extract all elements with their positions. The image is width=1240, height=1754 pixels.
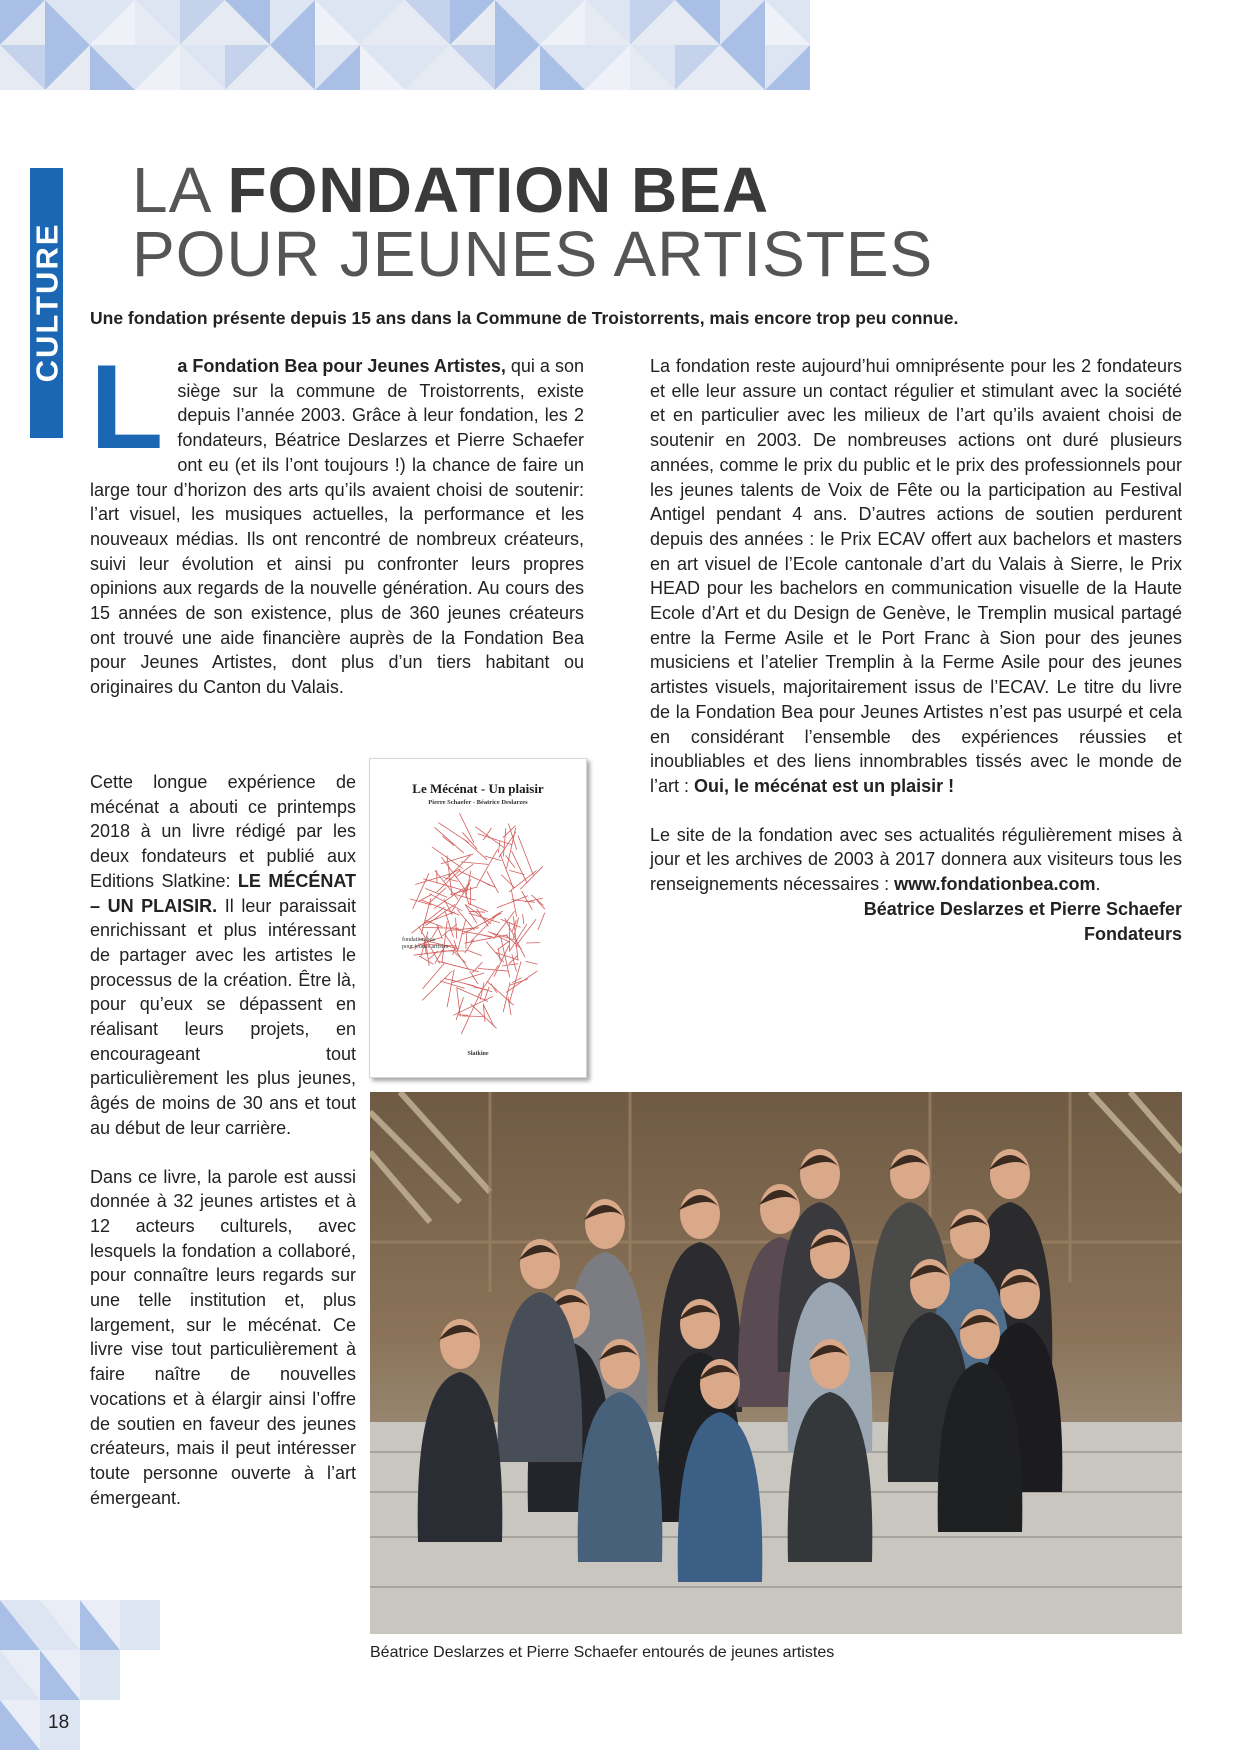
illustration-stroke <box>457 909 474 930</box>
lead-paragraph: Une fondation présente depuis 15 ans dans la Commune de Troistorrents, mais encore trop peu connue. <box>90 308 959 328</box>
right-paragraph-2 <box>650 823 1182 897</box>
photo-caption: Béatrice Deslarzes et Pierre Schaefer entourés de jeunes artistes <box>370 1644 835 1661</box>
left-p2-rest: Il leur paraissait enrichissant et plus intéressant de partager avec les artistes le processus de la création. Être là, pour qu’eux se dépassent en réalisant leurs projets, en encourageant tout particulièrement les plus jeunes, âgés de moins de 30 ans et tout au début de leur carrière. <box>90 895 356 1138</box>
top-triangle-pattern <box>0 0 810 100</box>
illustration-stroke <box>461 862 488 865</box>
illustration-stroke <box>499 832 516 858</box>
left-paragraph-1 <box>90 340 584 700</box>
illustration-stroke <box>525 898 543 902</box>
illustration-stroke <box>438 823 468 843</box>
illustration-stroke <box>425 920 442 927</box>
illustration-stroke <box>506 971 537 993</box>
illustration-stroke <box>498 841 500 853</box>
illustration-stroke <box>483 1004 494 1026</box>
illustration-stroke <box>438 961 479 972</box>
illustration-stroke <box>501 937 510 978</box>
illustration-stroke <box>506 936 521 950</box>
left-p2-bold: LE MÉCÉNAT – UN PLAISIR. <box>90 870 357 916</box>
illustration-stroke <box>478 968 509 971</box>
page-number: 18 <box>48 1712 70 1733</box>
left-column-bottom <box>90 770 356 1534</box>
right-paragraph-1 <box>650 354 1182 799</box>
illustration-stroke <box>412 907 445 933</box>
illustration-stroke <box>422 971 452 1001</box>
book-subtitle <box>402 937 482 951</box>
left-p1-text: qui a son siège sur la commune de Troistorrents, existe depuis l’année 2003. Grâce à leur fondation, les 2 fondateurs, Béatrice Deslarzes et Pierre Schaefer ont eu (et ils l’ont toujours !) la chance de faire un large tour d’horizon des arts qu’ils avaient choisi de soutenir: l’art visuel, les musiques actuelles, la performance et les nouveaux médias. Ils ont rencontré de nombreux créateurs, suivi leur évolution et ainsi pu confronter leurs propres opinions aux regards de la nouvelle génération. Au cours des 15 années de son existence, plus de 360 jeunes créateurs ont trouvé une aide financière auprès de la Fondation Bea pour Jeunes Artistes, dont plus d’un tiers habitant ou originaires du Canton du Valais. <box>90 356 584 698</box>
illustration-stroke <box>423 962 446 988</box>
left-p2-start: Cette longue expérience de mécénat a abouti ce printemps 2018 à un livre rédigé par les deux fondateurs et publié aux Editions Slatkine: <box>90 772 356 891</box>
right-column <box>650 354 1182 947</box>
illustration-stroke <box>456 918 457 939</box>
illustration-stroke <box>483 828 491 840</box>
illustration-stroke <box>508 824 516 850</box>
website-link[interactable]: www.fondationbea.com <box>894 874 1096 895</box>
left-column-top <box>90 340 584 724</box>
illustration-stroke <box>526 961 538 964</box>
illustration-stroke <box>415 874 449 884</box>
illustration-stroke <box>512 851 528 883</box>
illustration-stroke <box>461 994 479 1034</box>
illustration-stroke <box>469 911 485 912</box>
illustration-stroke <box>487 871 499 893</box>
illustration-stroke <box>442 836 454 846</box>
illustration-stroke <box>538 913 545 930</box>
group-photo <box>370 1092 1182 1634</box>
illustration-stroke <box>498 948 500 961</box>
right-p1-text: La fondation reste aujourd’hui omniprésente pour les 2 fondateurs et elle leur assure un contact régulier et stimulant avec la société et en particulier avec les milieux de l’art qu’ils avaient choisi de soutenir en 2003. De nombreuses actions ont duré plusieurs années, comme le prix du public et le prix des professionnels pour les jeunes talents de Voix de Fête ou la participation au Festival Antigel pendant 4 ans. D’autres actions de soutien perdurent depuis des années : le Prix ECAV offert aux bachelors et masters en art visuel de l’Ecole cantonale d’art du Valais à Sierre, le Prix HEAD pour les bachelors en communication visuelle de la Haute Ecole d’Art et du Design de Genève, le Tremplin musical partagé entre la Ferme Asile et le Port Franc à Sion pour des jeunes musiciens et l’atelier Tremplin à la Ferme Asile pour des jeunes artistes visuels, majoritairement issus de l’ECAV. Le titre du livre de la Fondation Bea pour Jeunes Artistes n’est pas usurpé et cela en considérant l’ensemble des expériences réussies et inoubliables et des liens innombrables tissés avec le monde de l’art : <box>650 356 1182 796</box>
illustration-stroke <box>502 964 518 966</box>
left-p1-bold: a Fondation Bea pour Jeunes Artistes, <box>177 356 506 376</box>
title-line2: POUR JEUNES ARTISTES <box>132 218 934 290</box>
illustration-stroke <box>444 978 474 986</box>
illustration-stroke <box>480 983 484 1000</box>
dropcap: L <box>90 340 164 474</box>
illustration-stroke <box>509 924 527 952</box>
book-cover <box>369 758 587 1078</box>
book-title: Le Mécénat - Un plaisir <box>412 781 544 796</box>
signature-role: Fondateurs <box>1083 923 1182 944</box>
article-title <box>132 154 1192 290</box>
illustration-stroke <box>537 900 545 909</box>
title-line1-bold: FONDATION BEA <box>227 154 770 226</box>
illustration-stroke <box>456 997 463 1020</box>
illustration-stroke <box>523 914 524 924</box>
illustration-stroke <box>440 981 465 988</box>
illustration-stroke <box>462 1016 485 1017</box>
illustration-stroke <box>478 834 512 845</box>
illustration-stroke <box>486 942 504 963</box>
signature-names: Béatrice Deslarzes et Pierre Schaefer <box>863 898 1182 919</box>
illustration-stroke <box>435 827 464 853</box>
illustration-stroke <box>458 1015 469 1016</box>
right-p2-end: . <box>1095 874 1101 895</box>
illustration-stroke <box>515 919 536 946</box>
illustration-stroke <box>456 988 488 1002</box>
section-label: CULTURE <box>29 222 65 383</box>
group-photo-image <box>370 1092 1182 1634</box>
illustration-stroke <box>454 952 466 963</box>
illustration-stroke <box>491 984 497 993</box>
book-publisher: Slatkine <box>467 1051 489 1057</box>
illustration-stroke <box>494 945 509 976</box>
right-p2-text: Le site de la fondation avec ses actualités régulièrement mises à jour et les archives de 2003 à 2017 donnera aux visiteurs tous les renseignements nécessaires : <box>650 824 1182 895</box>
bottom-triangle-pattern <box>0 1600 160 1754</box>
illustration-stroke <box>463 839 487 860</box>
book-cover-illustration <box>370 759 586 1077</box>
signature <box>650 897 1182 947</box>
illustration-stroke <box>418 894 431 901</box>
book-subtitle-line2: pour jeunes artistes <box>402 944 449 950</box>
book-subtitle-line1: fondation bea <box>402 937 435 943</box>
illustration-stroke <box>470 971 478 984</box>
illustration-stroke <box>492 911 503 918</box>
left-paragraph-3: Dans ce livre, la parole est aussi donnée à 32 jeunes artistes et à 12 acteurs culturels, avec lesquels la fondation a collaboré, pour connaître leurs regards sur une telle institution et, plus largement, sur le mécénat. Ce livre vise tout particulièrement à faire naître de nouvelles vocations et à élargir ainsi l’offre de soutien en faveur des jeunes créateurs, mais il peut intéresser toute personne ouverte à l’art émergeant. <box>90 1166 356 1508</box>
illustration-stroke <box>508 997 511 1015</box>
book-authors: Pierre Schaefer - Béatrice Deslarzes <box>428 799 528 806</box>
left-paragraph-2 <box>90 770 356 1141</box>
title-line1-light: LA <box>132 154 228 226</box>
illustration-stroke <box>460 813 475 843</box>
right-p1-bold: Oui, le mécénat est un plaisir ! <box>694 775 955 796</box>
illustration-stroke <box>474 987 488 990</box>
